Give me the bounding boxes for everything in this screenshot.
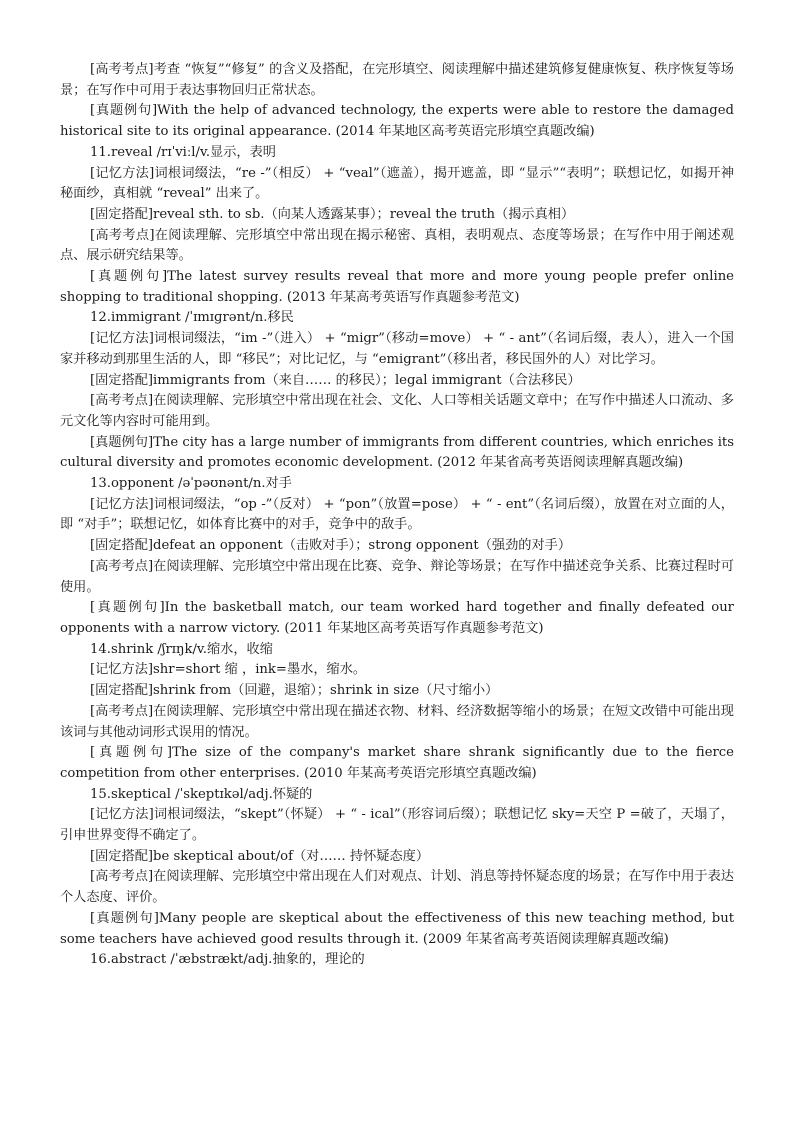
paragraph: [高考考点]在阅读理解、完形填空中常出现在描述衣物、材料、经济数据等缩小的场景；在短文改错中可能出现该词与其他动词形式误用的情况。	[60, 703, 734, 740]
paragraph: [固定搭配]reveal sth. to sb.（向某人透露某事）；reveal the truth（揭示真相）	[90, 206, 575, 222]
vocabulary-heading: 12.immigrant /ˈɪmɪɡrənt/n.移民	[90, 310, 294, 326]
paragraph: [真题例句]With the help of advanced technology, the experts were able to restore the damaged historical site to its original appearance. (2014 年某地区高考英语完形填空真题改编)	[60, 103, 734, 140]
annotation-line: [固定搭配]shrink from（回避，退缩）；shrink in size（尺寸缩小）	[90, 683, 499, 699]
paragraph: [固定搭配]defeat an opponent（击败对手）；strong opponent（强劲的对手）	[90, 538, 572, 554]
paragraph: [高考考点]在阅读理解、完形填空中常出现在人们对观点、计划、消息等持怀疑态度的场景；在写作中用于表达个人态度、评价。	[60, 869, 734, 906]
paragraph: [真题例句]The city has a large number of immigrants from different countries, which enriches its cultural diversity and promotes economic development. (2012 年某省高考英语阅读理解真题改编)	[60, 434, 734, 471]
vocabulary-heading: 16.abstract /ˈæbstrækt/adj.抽象的，理论的	[90, 952, 365, 968]
document-page	[60, 60, 734, 971]
paragraph: [记忆方法]词根词缀法，“im -”（进入） + “migr”（移动=move） + “ - ant”（名词后缀，表人），进入一个国家并移动到那里生活的人，即 “移民”；对比记忆，与 “emigrant”（移出者，移民国外的人）对比学习。	[60, 331, 734, 367]
paragraph: [固定搭配]immigrants from（来自…… 的移民）；legal immigrant（合法移民）	[90, 372, 581, 388]
vocabulary-heading: 11.reveal /rɪˈviːl/v.显示，表明	[90, 144, 276, 160]
paragraph: [记忆方法]词根词缀法，“re -”（相反） + “veal”（遮盖），揭开遮盖，即 “显示”“表明”；联想记忆，如揭开神秘面纱，真相就 “reveal” 出来了。	[60, 165, 734, 202]
paragraph: [真题例句]Many people are skeptical about the effectiveness of this new teaching method, but some teachers have achieved good results through it. (2009 年某省高考英语阅读理解真题改编)	[60, 910, 734, 947]
paragraph: [高考考点]在阅读理解、完形填空中常出现在揭示秘密、真相，表明观点、态度等场景；在写作中用于阐述观点、展示研究结果等。	[60, 227, 734, 264]
vocabulary-heading: 14.shrink /ʃrɪŋk/v.缩水，收缩	[90, 641, 273, 657]
paragraph: [固定搭配]be skeptical about/of（对…… 持怀疑态度）	[90, 848, 430, 864]
vocabulary-heading: 13.opponent /əˈpəʊnənt/n.对手	[90, 476, 292, 492]
paragraph: [真题例句]In the basketball match, our team worked hard together and finally defeated our opponents with a narrow victory. (2011 年某地区高考英语写作真题参考范文)	[60, 600, 734, 636]
paragraph: [记忆方法]词根词缀法，“op -”（反对） + “pon”（放置=pose） + “ - ent”（名词后缀），放置在对立面的人，即 “对手”；联想记忆，如体育比赛中的对手，竞争中的敌手。	[60, 496, 734, 533]
paragraph: [记忆方法]词根词缀法，“skept”（怀疑） + “ - ical”（形容词后缀）；联想记忆 sky=天空 P =破了，天塌了，引申世界变得不确定了。	[60, 807, 734, 844]
annotation-line: [记忆方法]shr=short 缩 ，ink=墨水，缩水。	[90, 662, 367, 678]
paragraph: [真题例句]The latest survey results reveal that more and more young people prefer online shopping to traditional shopping. (2013 年某高考英语写作真题参考范文)	[60, 269, 734, 305]
vocabulary-heading: 15.skeptical /ˈskeptɪkəl/adj.怀疑的	[90, 786, 313, 802]
paragraph: [高考考点]考查 “恢复”“修复” 的含义及搭配，在完形填空、阅读理解中描述建筑修复健康恢复、秩序恢复等场景；在写作中可用于表达事物回归正常状态。	[60, 62, 734, 98]
paragraph: [高考考点]在阅读理解、完形填空中常出现在社会、文化、人口等相关话题文章中；在写作中描述人口流动、多元文化等内容时可能用到。	[60, 393, 734, 429]
paragraph: [高考考点]在阅读理解、完形填空中常出现在比赛、竞争、辩论等场景；在写作中描述竞争关系、比赛过程时可使用。	[60, 558, 734, 595]
paragraph: [真题例句]The size of the company's market share shrank significantly due to the fierce competition from other enterprises. (2010 年某高考英语完形填空真题改编)	[60, 745, 734, 781]
